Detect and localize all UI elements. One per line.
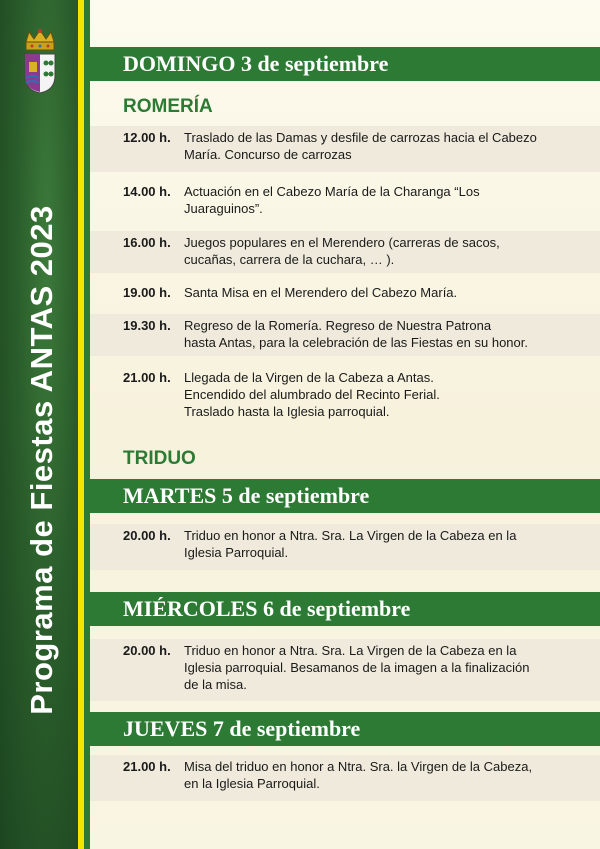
schedule-item	[90, 314, 600, 356]
schedule-item	[90, 281, 600, 305]
sidebar-panel	[0, 0, 78, 849]
event-description: Misa del triduo en honor a Ntra. Sra. la Virgen de la Cabeza, en la Iglesia Parroquial.	[184, 759, 533, 791]
event-time: 16.00 h.	[123, 235, 171, 250]
event-time: 14.00 h.	[123, 184, 171, 199]
event-description: Triduo en honor a Ntra. Sra. La Virgen de la Cabeza en la Iglesia Parroquial.	[184, 528, 517, 560]
event-description: Santa Misa en el Merendero del Cabezo María.	[184, 285, 458, 300]
subheading: TRIDUO	[123, 448, 196, 469]
event-time: 19.30 h.	[123, 318, 171, 333]
event-description: Traslado de las Damas y desfile de carrozas hacia el Cabezo María. Concurso de carrozas	[184, 130, 537, 162]
event-time: 12.00 h.	[123, 130, 171, 145]
schedule-item	[90, 126, 600, 172]
schedule-item	[90, 755, 600, 801]
day-header: MARTES 5 de septiembre	[90, 479, 600, 513]
event-description: Actuación en el Cabezo María de la Charanga “Los Juaraguinos”.	[184, 184, 480, 216]
day-header: MIÉRCOLES 6 de septiembre	[90, 592, 600, 626]
subheading: ROMERÍA	[123, 96, 213, 117]
event-description: Regreso de la Romería. Regreso de Nuestra Patrona hasta Antas, para la celebración de las Fiestas en su honor.	[184, 318, 528, 350]
schedule-item	[90, 366, 600, 422]
event-time: 19.00 h.	[123, 285, 171, 300]
event-time: 21.00 h.	[123, 759, 171, 774]
event-time: 20.00 h.	[123, 528, 171, 543]
coat-of-arms-icon	[22, 28, 58, 94]
schedule-item	[90, 524, 600, 570]
schedule-item	[90, 180, 600, 220]
schedule-item	[90, 639, 600, 701]
event-time: 20.00 h.	[123, 643, 171, 658]
event-description: Llegada de la Virgen de la Cabeza a Antas. Encendido del alumbrado del Recinto Ferial. Traslado hasta la Iglesia parroquial.	[184, 370, 440, 419]
vertical-program-title: Programa de Fiestas ANTAS 2023	[24, 205, 59, 715]
day-header: JUEVES 7 de septiembre	[90, 712, 600, 746]
day-header: DOMINGO 3 de septiembre	[90, 47, 600, 81]
event-description: Triduo en honor a Ntra. Sra. La Virgen de la Cabeza en la Iglesia parroquial. Besamanos de la imagen a la finalización de la misa.	[184, 643, 530, 692]
schedule-item	[90, 231, 600, 273]
event-description: Juegos populares en el Merendero (carreras de sacos, cucañas, carrera de la cuchara, … ).	[184, 235, 500, 267]
event-time: 21.00 h.	[123, 370, 171, 385]
